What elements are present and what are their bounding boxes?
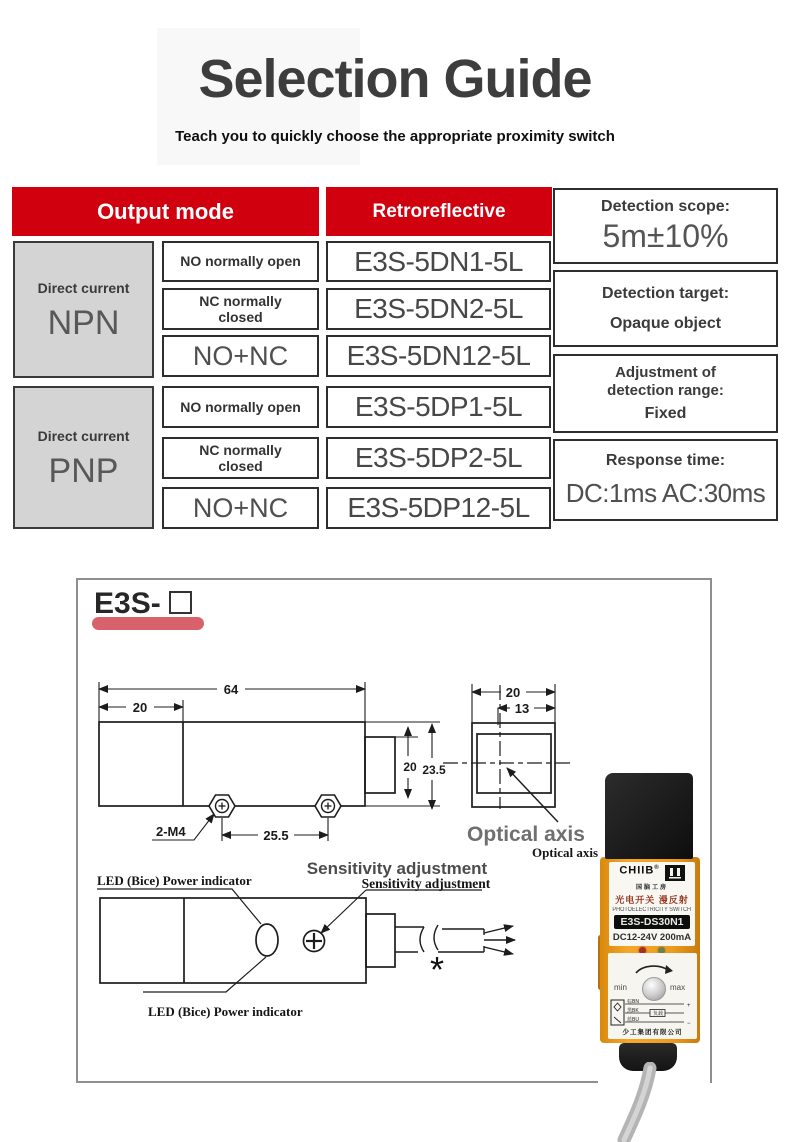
pnp-current-label: Direct current — [37, 427, 130, 444]
output-mode-header: Output mode — [12, 187, 319, 236]
retroreflective-header: Retroreflective — [326, 187, 552, 236]
npn-group-box — [13, 241, 154, 378]
plus-label: + — [687, 1003, 691, 1009]
dim-front-inner: 13 — [514, 701, 530, 716]
cable-drawing — [395, 925, 515, 954]
knob-max-label: max — [670, 983, 686, 992]
dim-head-length: 20 — [132, 700, 148, 715]
minus-label: − — [687, 1021, 691, 1027]
product-type-chinese: 光电开关 漫反射 — [615, 895, 689, 905]
dim-body-height: 20 — [403, 760, 417, 774]
spec-box-adjustment — [553, 354, 778, 433]
adjustment-arc-icon — [632, 957, 676, 977]
function-cell: NC normally closed — [162, 437, 319, 479]
product-cable — [598, 1062, 710, 1142]
function-cell: NC normally closed — [162, 288, 319, 330]
dim-total-height: 23.5 — [422, 763, 446, 777]
knob-min-label: min — [614, 983, 627, 992]
model-cell: E3S-5DN1-5L — [326, 241, 551, 282]
front-view-centerlines — [443, 685, 572, 809]
e3s-text: E3S- — [94, 587, 161, 620]
load-label: 负载 — [653, 1011, 664, 1017]
model-cell: E3S-5DN12-5L — [326, 335, 551, 377]
model-cell: E3S-5DN2-5L — [326, 288, 551, 330]
screw-cross — [306, 933, 322, 949]
page-subtitle: Teach you to quickly choose the appropriate proximity switch — [175, 128, 615, 145]
dim-front-width: 20 — [505, 685, 521, 700]
brand-name — [619, 865, 659, 877]
leader-lines — [97, 889, 482, 992]
spec-label: Adjustment of detection range: — [607, 364, 724, 400]
spec-label: Response time: — [605, 451, 726, 469]
wire-brown-label: 棕BN — [627, 999, 639, 1005]
company-name: 少工集团有限公司 — [622, 1029, 683, 1036]
brand-logo-icon — [665, 865, 685, 881]
spec-label: Detection target: — [601, 284, 730, 302]
brand-chinese: 国脑工房 — [635, 885, 668, 891]
spec-box-detection-scope — [553, 188, 778, 264]
wire-black-label: 黑BK — [627, 1008, 639, 1014]
led-indicator-label-top: LED (Bice) Power indicator — [97, 873, 252, 888]
page-title: Selection Guide — [198, 49, 592, 109]
spec-box-response-time — [553, 439, 778, 521]
product-black-head — [605, 773, 693, 859]
bottom-view-outline — [100, 898, 395, 983]
function-cell: NO normally open — [162, 386, 319, 428]
spec-box-detection-target — [553, 270, 778, 347]
product-type-english: PHOTOELECTRICITY SWITCH — [612, 907, 692, 913]
sensitivity-knob — [642, 977, 666, 1001]
spec-label: Detection scope: — [601, 197, 730, 215]
spec-value: Opaque object — [609, 315, 722, 333]
mounting-nut — [209, 795, 235, 817]
front-view-outline — [472, 723, 555, 807]
product-adjustment-panel — [608, 953, 697, 1039]
model-cell: E3S-5DP1-5L — [326, 386, 551, 428]
wire-blue-label: 蓝BU — [627, 1017, 639, 1023]
e3s-model-prefix — [94, 589, 192, 619]
function-cell: NO normally open — [162, 241, 319, 282]
model-cell: E3S-5DP12-5L — [326, 487, 551, 529]
spec-value: Fixed — [644, 404, 687, 422]
sensitivity-label-small: Sensitivity adjustment — [361, 876, 491, 891]
side-view-dimension-lines — [99, 682, 440, 841]
product-label — [609, 862, 695, 946]
led-indicator-label-bottom: LED (Bice) Power indicator — [148, 1004, 303, 1019]
e3s-blank-square — [169, 591, 192, 614]
registered-mark: ® — [654, 865, 660, 871]
side-view-outline — [99, 722, 395, 806]
dim-total-length: 64 — [223, 682, 239, 697]
brand-text: CHIIB — [619, 864, 655, 877]
function-cell: NO+NC — [162, 487, 319, 529]
spec-value: DC:1ms AC:30ms — [565, 478, 766, 509]
npn-polarity-label: NPN — [47, 303, 120, 342]
pnp-polarity-label: PNP — [48, 451, 119, 490]
npn-current-label: Direct current — [37, 279, 130, 296]
dim-bolt-spacing: 25.5 — [263, 828, 289, 843]
product-photo — [598, 762, 710, 1142]
mounting-nut — [315, 795, 341, 817]
product-model-number: E3S-DS30N1 — [614, 915, 689, 929]
product-rating: DC12-24V 200mA — [612, 932, 692, 943]
optical-axis-label-big: Optical axis — [467, 823, 585, 846]
wiring-diagram — [610, 999, 695, 1027]
function-cell: NO+NC — [162, 335, 319, 377]
optical-axis-label-small: Optical axis — [531, 845, 599, 860]
dim-bolt-label: 2-M4 — [156, 824, 186, 839]
model-cell: E3S-5DP2-5L — [326, 437, 551, 479]
spec-value: 5m±10% — [602, 218, 729, 255]
cable-asterisk: * — [429, 949, 445, 990]
sensitivity-label-big: Sensitivity adjustment — [306, 859, 488, 878]
pnp-group-box — [13, 386, 154, 529]
